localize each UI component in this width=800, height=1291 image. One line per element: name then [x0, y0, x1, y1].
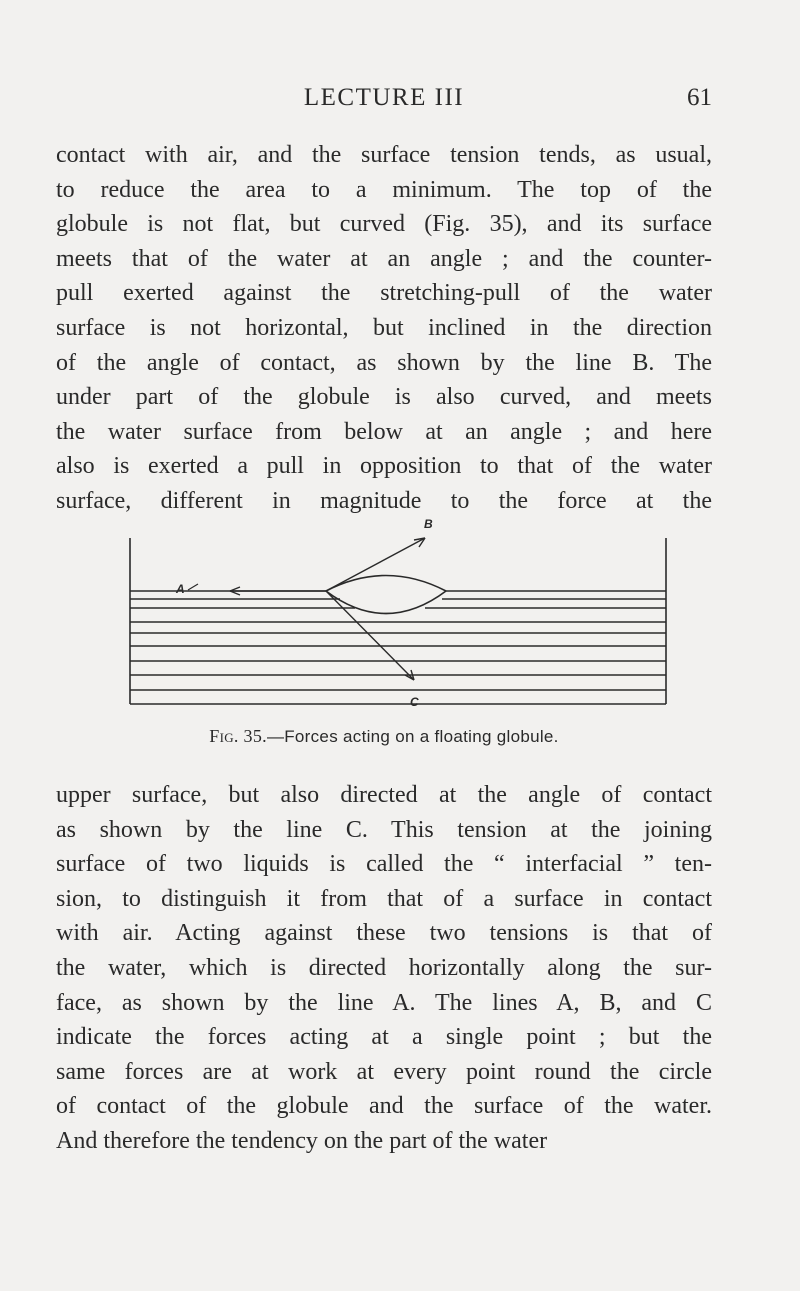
globule-upper-surface [326, 576, 446, 592]
force-line-c [326, 591, 414, 680]
text-line: with air. Acting against these two tensions is that of [56, 920, 712, 947]
text-line: indicate the forces acting at a single point ; but the [56, 1024, 712, 1051]
label-c: C [410, 695, 419, 709]
force-line-b [326, 538, 425, 591]
text-line: same forces are at work at every point round the circle [56, 1058, 712, 1085]
text-line: face, as shown by the line A. The lines A, B, and C [56, 989, 712, 1016]
text-line: as shown by the line C. This tension at the joining [56, 816, 712, 843]
page-number: 61 [687, 84, 712, 111]
text-line: surface is not horizontal, but inclined in the direction [56, 314, 712, 341]
caption-text: —Forces acting on a floating globule. [266, 727, 559, 746]
text-line: the water surface from below at an angle ; and here [56, 418, 712, 445]
text-line: globule is not flat, but curved (Fig. 35), and its surface [56, 211, 712, 238]
label-b: B [424, 517, 433, 531]
paragraph-before-figure [56, 138, 712, 519]
text-line: contact with air, and the surface tension tends, as usual, [56, 142, 712, 168]
text-line: sion, to distinguish it from that of a surface in contact [56, 885, 712, 912]
globule-diagram [120, 512, 680, 712]
text-line: under part of the globule is also curved, and meets [56, 384, 712, 411]
text-line: of contact of the globule and the surface of the water. [56, 1093, 712, 1120]
text-line: also is exerted a pull in opposition to that of the water [56, 453, 712, 480]
label-a-pointer [188, 584, 198, 590]
figure-floating-globule [120, 512, 680, 712]
text-line: surface of two liquids is called the “ interfacial ” ten- [56, 851, 712, 878]
text-line: the water, which is directed horizontally along the sur- [56, 954, 712, 981]
text-line: upper surface, but also directed at the angle of contact [56, 782, 712, 808]
running-head [56, 84, 712, 118]
figure-caption [56, 726, 712, 747]
text-line: meets that of the water at an angle ; and the counter- [56, 245, 712, 272]
paragraph-after-figure [56, 778, 712, 1159]
caption-label: Fig. 35. [209, 726, 267, 746]
running-title: LECTURE III [303, 84, 465, 111]
text-line: pull exerted against the stretching-pull of the water [56, 280, 712, 307]
text-line: of the angle of contact, as shown by the line B. The [56, 349, 712, 376]
text-line: And therefore the tendency on the part of the water [56, 1127, 548, 1154]
text-line: surface, different in magnitude to the force at the [56, 487, 712, 514]
label-a: A [176, 582, 185, 596]
text-line: to reduce the area to a minimum. The top of the [56, 176, 712, 203]
